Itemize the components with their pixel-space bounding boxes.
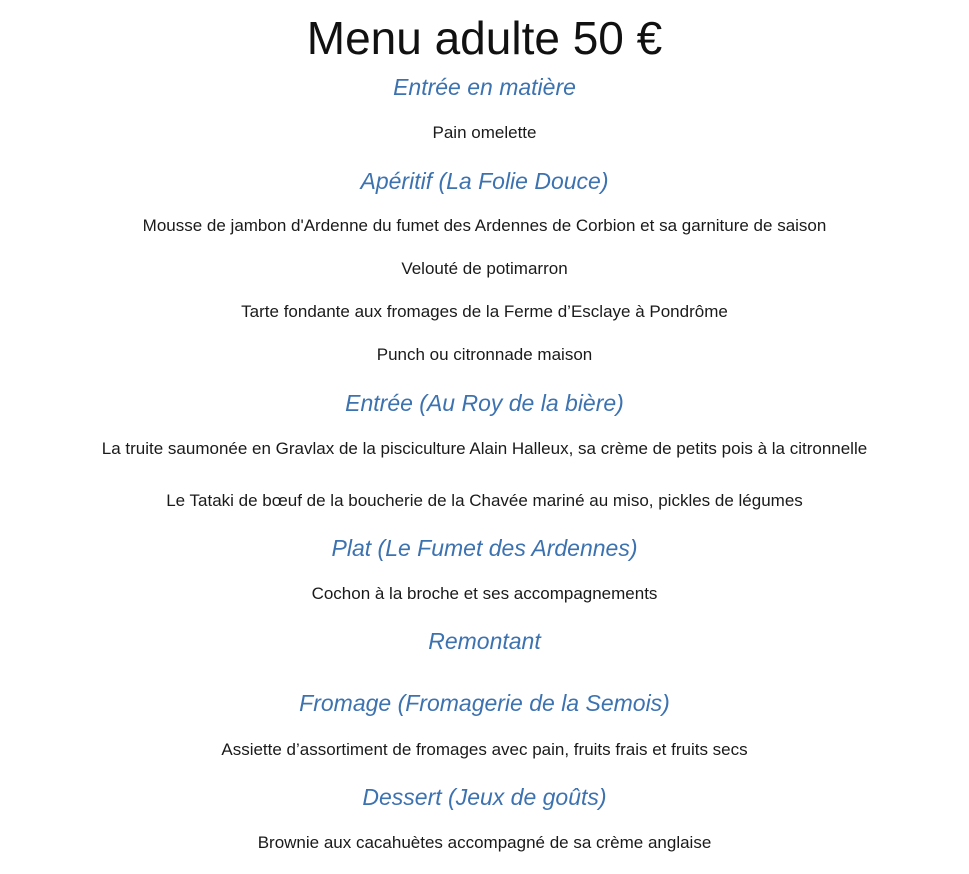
section-heading-aperitif: Apéritif (La Folie Douce) xyxy=(360,168,609,194)
menu-item: Brownie aux cacahuètes accompagné de sa crème anglaise xyxy=(257,833,712,852)
menu-item: Tarte fondante aux fromages de la Ferme d’Esclaye à Pondrôme xyxy=(241,302,728,321)
page-title: Menu adulte 50 € xyxy=(306,12,663,64)
menu-item: Punch ou citronnade maison xyxy=(376,345,593,364)
menu-item: Pain omelette xyxy=(432,123,537,142)
menu-item: Assiette d’assortiment de fromages avec pain, fruits frais et fruits secs xyxy=(221,740,748,759)
section-heading-entree-en-matiere: Entrée en matière xyxy=(393,74,576,100)
menu-item: Velouté de potimarron xyxy=(401,259,568,278)
section-heading-entree: Entrée (Au Roy de la bière) xyxy=(345,390,624,416)
menu-item: Mousse de jambon d'Ardenne du fumet des Ardennes de Corbion et sa garniture de saison xyxy=(142,216,827,235)
menu-item: Cochon à la broche et ses accompagnements xyxy=(311,584,658,603)
menu-item: Le Tataki de bœuf de la boucherie de la Chavée mariné au miso, pickles de légumes xyxy=(166,491,803,510)
section-heading-plat: Plat (Le Fumet des Ardennes) xyxy=(331,535,638,561)
menu-item: La truite saumonée en Gravlax de la pisciculture Alain Halleux, sa crème de petits pois à la citronnelle xyxy=(101,439,868,458)
section-heading-fromage: Fromage (Fromagerie de la Semois) xyxy=(299,690,670,716)
section-heading-remontant: Remontant xyxy=(428,628,541,654)
section-heading-dessert: Dessert (Jeux de goûts) xyxy=(362,784,607,810)
